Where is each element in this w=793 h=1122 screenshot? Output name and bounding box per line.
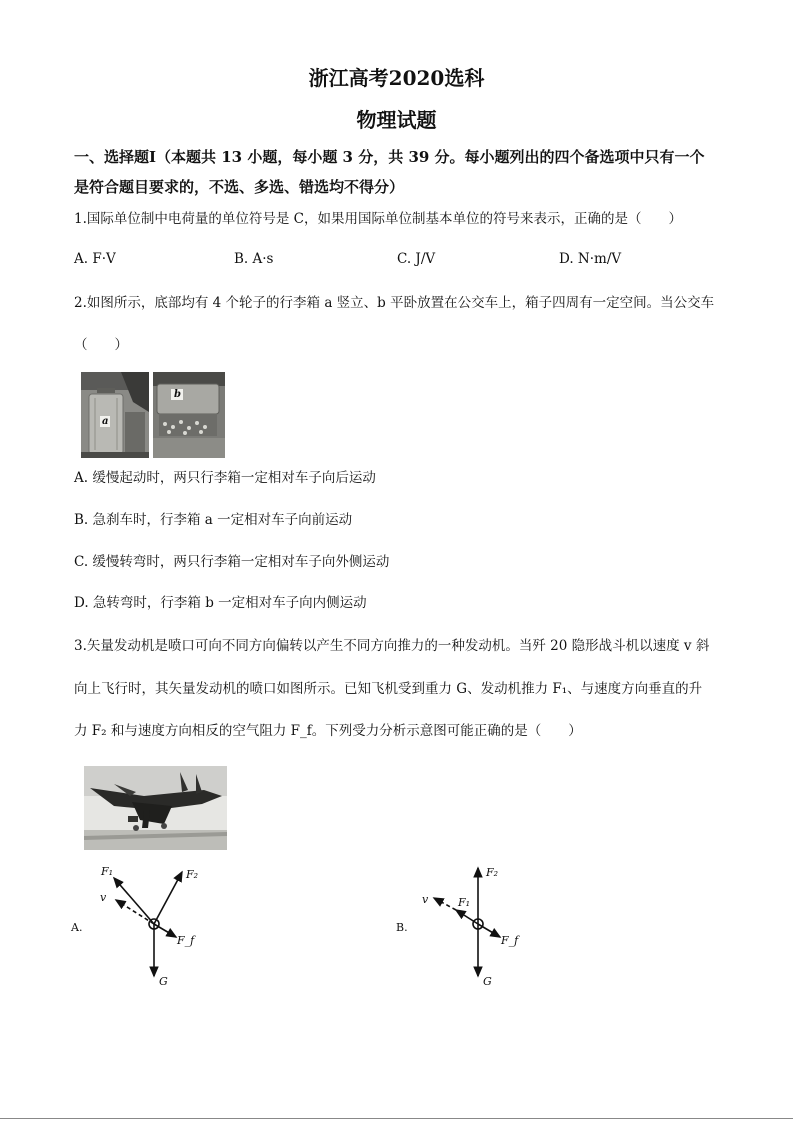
question-3-option-b-label[interactable]: B. xyxy=(396,921,408,934)
question-2-option-b[interactable]: B. 急刹车时，行李箱 a 一定相对车子向前运动 xyxy=(74,512,353,528)
label-v-a: v xyxy=(100,891,107,904)
label-f1-b: F₁ xyxy=(458,896,471,909)
luggage-a-label: a xyxy=(102,416,109,427)
question-1-option-d[interactable]: D. N·m/V xyxy=(559,251,622,267)
question-1-option-a[interactable]: A. F·V xyxy=(74,251,116,267)
force-ff-arrow-b xyxy=(478,924,500,937)
question-3-stem-line2: 向上飞行时，其矢量发动机的喷口如图所示。已知飞机受到重力 G、发动机推力 F₁、与速度方向垂直的升 xyxy=(74,681,703,697)
label-ff-a: F_f xyxy=(177,934,195,947)
question-2-stem-line1: 2.如图所示，底部均有 4 个轮子的行李箱 a 竖立、b 平卧放置在公交车上，箱子四周有一定空间。当公交车 xyxy=(74,295,715,311)
luggage-photo-a xyxy=(81,372,149,458)
velocity-v-arrow-a xyxy=(116,900,154,924)
page-bottom-rule xyxy=(0,1118,793,1119)
section-heading-line1: 一、选择题Ⅰ（本题共 13 小题，每小题 3 分，共 39 分。每小题列出的四个备选项中只有一个 xyxy=(74,148,705,166)
force-f1-arrow-b xyxy=(456,910,478,924)
label-g-a: G xyxy=(159,975,168,988)
question-1-option-b[interactable]: B. A·s xyxy=(234,251,274,267)
force-diagram-b xyxy=(416,862,546,992)
section-heading xyxy=(74,142,734,202)
label-f1-a: F₁ xyxy=(101,865,114,878)
question-3-option-a-label[interactable]: A. xyxy=(71,921,83,934)
question-3-stem-line3: 力 F₂ 和与速度方向相反的空气阻力 F_f。下列受力分析示意图可能正确的是（ ） xyxy=(74,723,582,739)
velocity-v-arrow-b xyxy=(434,898,456,910)
question-2-option-a[interactable]: A. 缓慢起动时，两只行李箱一定相对车子向后运动 xyxy=(74,470,376,486)
luggage-b-label: b xyxy=(174,389,181,400)
page-title: 浙江高考2020选科 xyxy=(308,66,485,90)
label-ff-b: F_f xyxy=(501,934,519,947)
label-g-b: G xyxy=(483,975,492,988)
force-f1-arrow-a xyxy=(114,878,154,924)
section-heading-line2: 是符合题目要求的，不选、多选、错选均不得分） xyxy=(74,178,405,196)
page-subtitle: 物理试题 xyxy=(356,108,437,132)
luggage-photo-b xyxy=(153,372,225,458)
question-2-stem-line2: （ ） xyxy=(74,337,128,353)
force-diagram-a xyxy=(92,862,222,992)
question-1-option-c[interactable]: C. J/V xyxy=(397,251,436,267)
question-2-option-c[interactable]: C. 缓慢转弯时，两只行李箱一定相对车子向外侧运动 xyxy=(74,554,390,570)
force-ff-arrow-a xyxy=(154,924,176,937)
question-3-stem-line1: 3.矢量发动机是喷口可向不同方向偏转以产生不同方向推力的一种发动机。当歼 20 隐形战斗机以速度 v 斜 xyxy=(74,638,710,654)
fighter-jet-photo xyxy=(84,766,227,850)
label-f2-a: F₂ xyxy=(186,868,199,881)
force-f2-arrow-a xyxy=(154,872,182,924)
question-2-option-d[interactable]: D. 急转弯时，行李箱 b 一定相对车子向内侧运动 xyxy=(74,595,367,611)
label-f2-b: F₂ xyxy=(486,866,499,879)
question-1-stem: 1.国际单位制中电荷量的单位符号是 C，如果用国际单位制基本单位的符号来表示，正确的是（ ） xyxy=(74,211,682,227)
label-v-b: v xyxy=(422,893,429,906)
